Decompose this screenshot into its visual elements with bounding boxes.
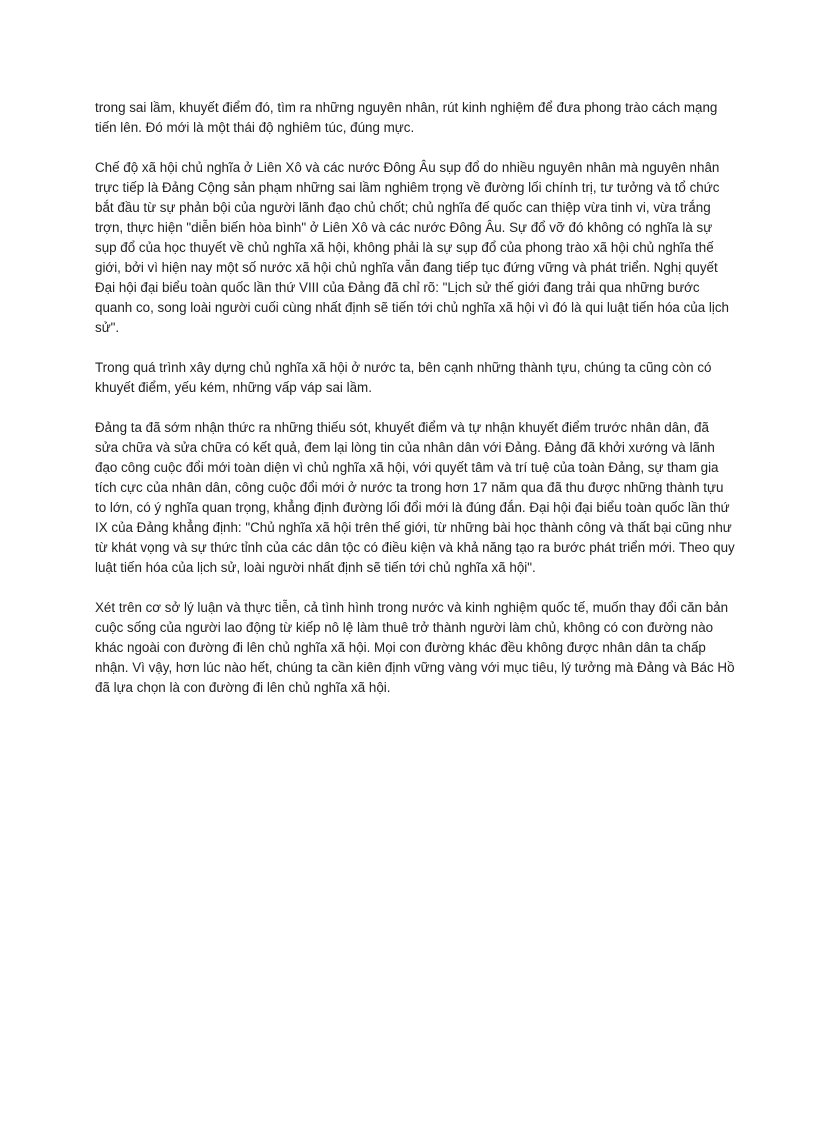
paragraph-3: Trong quá trình xây dựng chủ nghĩa xã hội ở nước ta, bên cạnh những thành tựu, chúng ta cũng còn có khuyết điểm, yếu kém, những vấp váp sai lầm. (95, 360, 712, 395)
paragraph-1: trong sai lầm, khuyết điểm đó, tìm ra những nguyên nhân, rút kinh nghiệm để đưa phong trào cách mạng tiến lên. Đó mới là một thái độ nghiêm túc, đúng mực. (95, 100, 718, 135)
paragraph-4: Đảng ta đã sớm nhận thức ra những thiếu sót, khuyết điểm và tự nhận khuyết điểm trước nhân dân, đã sửa chữa và sửa chữa có kết quả, đem lại lòng tin của nhân dân với Đảng. Đảng đã khởi xướng và lãnh đạo công cuộc đổi mới toàn diện vì chủ nghĩa xã hội, với quyết tâm và trí tuệ của toàn Đảng, sự tham gia tích cực của nhân dân, công cuộc đổi mới ở nước ta trong hơn 17 năm qua đã thu được những thành tựu to lớn, có ý nghĩa quan trọng, khẳng định đường lối đổi mới là đúng đắn. Đại hội đại biểu toàn quốc lần thứ IX của Đảng khẳng định: "Chủ nghĩa xã hội trên thế giới, từ những bài học thành công và thất bại cũng như từ khát vọng và sự thức tỉnh của các dân tộc có điều kiện và khả năng tạo ra bước phát triển mới. Theo quy luật tiến hóa của lịch sử, loài người nhất định sẽ tiến tới chủ nghĩa xã hội". (95, 420, 735, 575)
paragraph-5: Xét trên cơ sở lý luận và thực tiễn, cả tình hình trong nước và kinh nghiệm quốc tế, muốn thay đổi căn bản cuộc sống của người lao động từ kiếp nô lệ làm thuê trở thành người làm chủ, không có con đường nào khác ngoài con đường đi lên chủ nghĩa xã hội. Mọi con đường khác đều không được nhân dân ta chấp nhận. Vì vậy, hơn lúc nào hết, chúng ta cần kiên định vững vàng với mục tiêu, lý tưởng mà Đảng và Bác Hồ đã lựa chọn là con đường đi lên chủ nghĩa xã hội. (95, 600, 735, 695)
paragraph-2: Chế độ xã hội chủ nghĩa ở Liên Xô và các nước Đông Âu sụp đổ do nhiều nguyên nhân mà nguyên nhân trực tiếp là Đảng Cộng sản phạm những sai lầm nghiêm trọng về đường lối chính trị, tư tưởng và tổ chức bắt đầu từ sự phản bội của người lãnh đạo chủ chốt; chủ nghĩa đế quốc can thiệp vừa tinh vi, vừa trắng trợn, thực hiện "diễn biến hòa bình" ở Liên Xô và các nước Đông Âu. Sự đổ vỡ đó không có nghĩa là sự sụp đổ của học thuyết về chủ nghĩa xã hội, không phải là sự sụp đổ của phong trào xã hội chủ nghĩa thế giới, bởi vì hiện nay một số nước xã hội chủ nghĩa vẫn đang tiếp tục đứng vững và phát triển. Nghị quyết Đại hội đại biểu toàn quốc lần thứ VIII của Đảng đã chỉ rõ: "Lịch sử thế giới đang trải qua những bước quanh co, song loài người cuối cùng nhất định sẽ tiến tới chủ nghĩa xã hội vì đó là qui luật tiến hóa của lịch sử". (95, 160, 729, 335)
document-page (95, 98, 735, 718)
